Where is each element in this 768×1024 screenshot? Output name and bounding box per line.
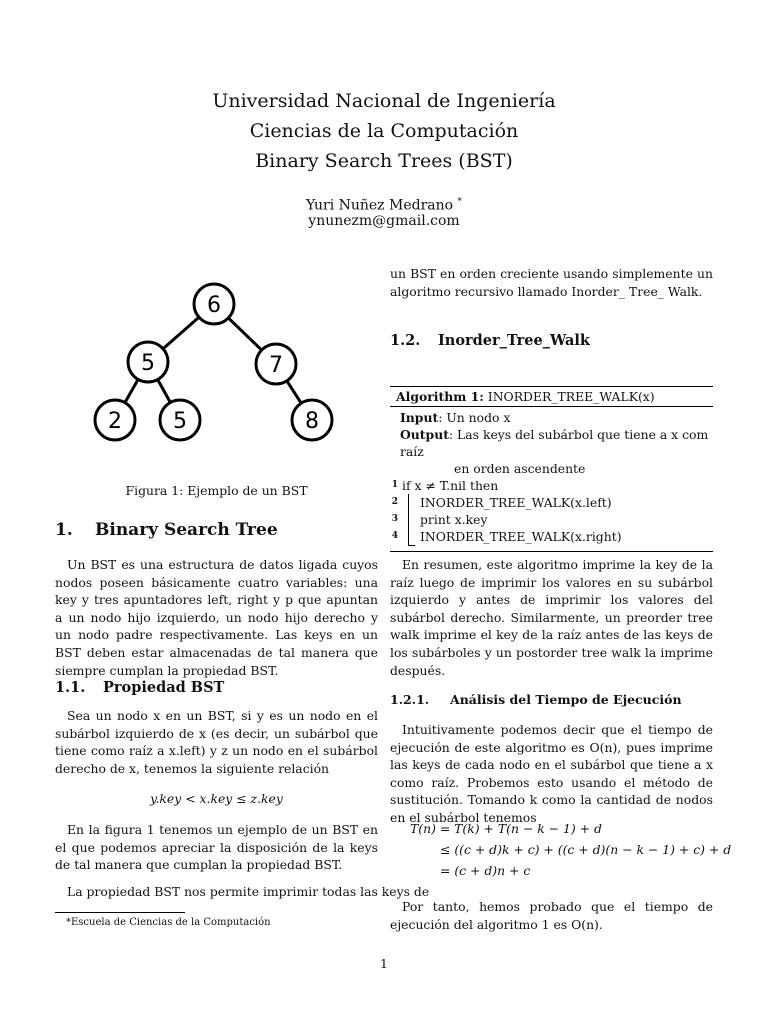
page-number: 1 <box>380 956 388 971</box>
figure-caption: Figura 1: Ejemplo de un BST <box>125 483 308 498</box>
section-1-2-1-body <box>390 721 713 827</box>
footnote-rule <box>55 912 185 913</box>
section-1-1-heading <box>55 679 224 696</box>
algorithm-input <box>390 409 713 426</box>
paragraph: En resumen, este algoritmo imprime la key de la raíz luego de imprimir los valores en su subárbol izquierdo y antes de imprimir los valores del subárbol derecho. Similarmente, un preorder tree walk imprime el key de la raíz antes de las keys de los subárboles y un postorder tree walk la imprime después. <box>390 557 713 678</box>
algorithm-label: Algorithm 1: <box>396 389 484 404</box>
node-label: 6 <box>207 293 221 318</box>
section-1-1-body-2 <box>55 821 378 874</box>
section-number: 1.2.1. <box>390 692 430 707</box>
section-1-2-1-body-2 <box>390 898 713 933</box>
section-1-2-body <box>390 556 713 679</box>
section-1-1-body-3 <box>55 883 430 901</box>
section-title: Análisis del Tiempo de Ejecución <box>450 692 682 707</box>
section-title: Binary Search Tree <box>95 520 278 540</box>
author-footnote-mark: * <box>457 197 463 207</box>
input-label: Input <box>400 410 439 425</box>
department-name: Ciencias de la Computación <box>249 120 519 142</box>
footnote: *Escuela de Ciencias de la Computación <box>66 917 271 928</box>
algorithm-line <box>390 494 713 511</box>
algorithm-output <box>390 426 713 460</box>
section-1-2-heading <box>390 332 590 349</box>
line-number: 3 <box>391 514 398 524</box>
input-text: : Un nodo x <box>438 410 511 425</box>
bst-figure <box>60 272 380 452</box>
node-label: 7 <box>269 353 283 378</box>
equation-line: T(n) = T(k) + T(n − k − 1) + d <box>410 821 602 836</box>
paper-title: Binary Search Trees (BST) <box>255 150 513 172</box>
section-1-heading <box>55 520 278 540</box>
section-number: 1. <box>55 520 73 540</box>
line-number: 1 <box>391 480 398 490</box>
algorithm-output-cont: en orden ascendente <box>454 461 586 476</box>
paragraph: Un BST es una estructura de datos ligada cuyos nodos poseen básicamente cuatro variables: una key y tres apuntadores left, right y p que apuntan a un nodo hijo izquierdo, un nodo hijo derecho y un nodo padre respectivamente. Las keys en un BST deben estar almacenadas de tal manera que siempre cumplan la propiedad BST. <box>55 557 378 678</box>
section-number: 1.2. <box>390 332 421 349</box>
node-label: 5 <box>173 409 187 434</box>
line-text: print x.key <box>420 512 488 527</box>
right-column-intro <box>390 265 713 300</box>
section-number: 1.1. <box>55 679 86 696</box>
author-name: Yuri Nuñez Medrano <box>305 197 454 214</box>
algorithm-body <box>390 407 713 552</box>
line-text: INORDER_TREE_WALK(x.left) <box>420 495 612 510</box>
university-name: Universidad Nacional de Ingeniería <box>212 90 556 112</box>
algorithm-box <box>390 386 713 552</box>
paragraph: Intuitivamente podemos decir que el tiempo de ejecución de este algoritmo es O(n), pues imprime las keys de cada nodo en el subárbol que tiene a x como raíz. Probemos esto usando el método de sustitución. Tomando k como la cantidad de nodos en el subárbol tenemos <box>390 722 713 825</box>
output-label: Output <box>400 427 449 442</box>
node-label: 2 <box>108 409 122 434</box>
paragraph: La propiedad BST nos permite imprimir todas las keys de <box>67 884 430 899</box>
line-text: if x ≠ T.nil then <box>402 478 499 493</box>
section-1-body <box>55 556 378 679</box>
equation-line: ≤ ((c + d)k + c) + ((c + d)(n − k − 1) + c) + d <box>440 842 732 857</box>
algorithm-line <box>390 511 713 528</box>
block-bar <box>408 528 415 546</box>
author-email: ynunezm@gmail.com <box>308 213 460 229</box>
paragraph: En la figura 1 tenemos un ejemplo de un BST en el que podemos apreciar la disposición de la keys de tal manera que cumplan la propiedad BST. <box>55 822 378 873</box>
line-number: 2 <box>391 497 398 507</box>
node-label: 8 <box>305 409 319 434</box>
recurrence-equation <box>410 821 731 884</box>
output-text: : Las keys del subárbol que tiene a x com raíz <box>400 427 709 459</box>
paragraph: un BST en orden creciente usando simplemente un algoritmo recursivo llamado Inorder_ Tree_ Walk. <box>390 266 713 299</box>
section-title: Inorder_Tree_Walk <box>438 332 590 349</box>
algorithm-header <box>390 386 713 407</box>
line-number: 4 <box>391 531 398 541</box>
algorithm-line <box>390 477 713 494</box>
block-bar <box>408 494 409 511</box>
paragraph: Por tanto, hemos probado que el tiempo de ejecución del algoritmo 1 es O(n). <box>390 899 713 932</box>
algorithm-name: INORDER_TREE_WALK(x) <box>487 389 655 404</box>
node-label: 5 <box>141 351 155 376</box>
algorithm-line <box>390 528 713 545</box>
section-1-1-body <box>55 707 378 777</box>
paragraph: Sea un nodo x en un BST, si y es un nodo en el subárbol izquierdo de x (es decir, un subárbol que tiene como raíz a x.left) y z un nodo en el subárbol derecho de x, tenemos la siguiente relación <box>55 708 378 776</box>
line-text: INORDER_TREE_WALK(x.right) <box>420 529 622 544</box>
section-title: Propiedad BST <box>103 679 225 696</box>
section-1-2-1-heading <box>390 692 682 707</box>
bst-property-equation: y.key < x.key ≤ z.key <box>150 791 283 806</box>
equation-line: = (c + d)n + c <box>440 863 531 878</box>
block-bar <box>408 511 409 528</box>
